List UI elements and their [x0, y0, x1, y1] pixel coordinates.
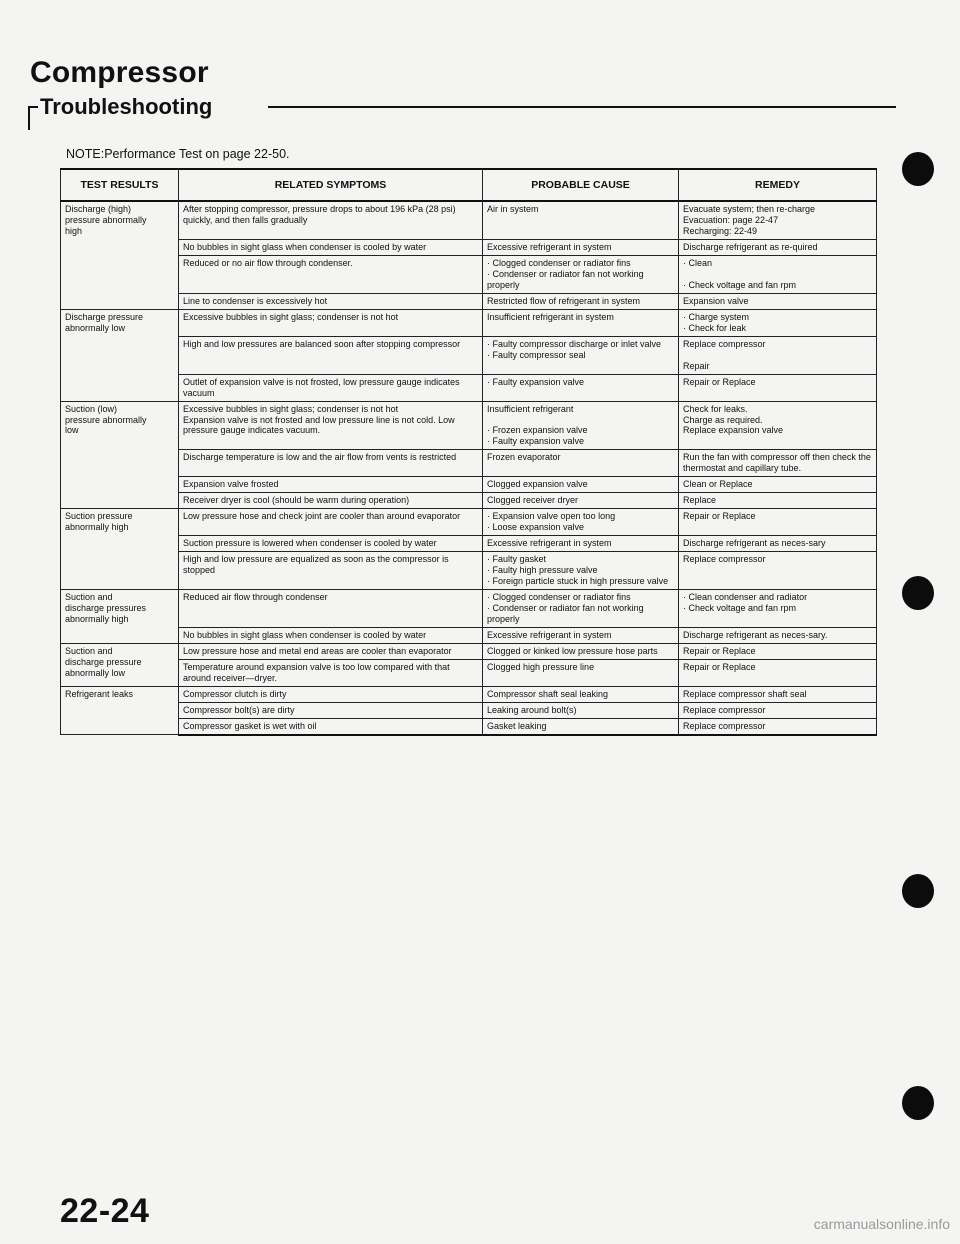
cause-cell: Frozen evaporator: [483, 450, 679, 477]
remedy-cell: Check for leaks. Charge as required. Replace expansion valve: [679, 401, 877, 450]
binding-hole-marker: [902, 1086, 934, 1120]
symptom-cell: Expansion valve frosted: [179, 477, 483, 493]
cause-cell: Air in system: [483, 201, 679, 239]
remedy-cell: Discharge refrigerant as neces-sary.: [679, 628, 877, 644]
cause-cell: Excessive refrigerant in system: [483, 628, 679, 644]
table-row: [61, 686, 877, 702]
binding-hole-marker: [902, 152, 934, 186]
remedy-cell: Repair or Replace: [679, 659, 877, 686]
cause-cell: · Clogged condenser or radiator fins · Condenser or radiator fan not working properly: [483, 590, 679, 628]
header-test-results: TEST RESULTS: [61, 169, 179, 201]
table-row: [61, 201, 877, 239]
cause-cell: Gasket leaking: [483, 718, 679, 734]
table-row: [61, 309, 877, 336]
cause-cell: · Faulty gasket · Faulty high pressure valve · Foreign particle stuck in high pressure valve: [483, 552, 679, 590]
header-remedy: REMEDY: [679, 169, 877, 201]
test-result-cell: Suction and discharge pressure abnormally low: [61, 643, 179, 686]
symptom-cell: Reduced air flow through condenser: [179, 590, 483, 628]
cause-cell: Clogged high pressure line: [483, 659, 679, 686]
symptom-cell: Temperature around expansion valve is too low compared with that around receiver—dryer.: [179, 659, 483, 686]
cause-cell: Insufficient refrigerant · Frozen expansion valve · Faulty expansion valve: [483, 401, 679, 450]
troubleshooting-table: [60, 168, 877, 736]
cause-cell: · Faulty expansion valve: [483, 374, 679, 401]
symptom-cell: Compressor clutch is dirty: [179, 686, 483, 702]
cause-cell: Clogged or kinked low pressure hose parts: [483, 643, 679, 659]
table-row: [61, 401, 877, 450]
symptom-cell: Discharge temperature is low and the air flow from vents is restricted: [179, 450, 483, 477]
section-title: Troubleshooting: [40, 94, 220, 120]
binding-hole-marker: [902, 576, 934, 610]
table-row: [61, 718, 877, 734]
test-result-cell: Discharge (high) pressure abnormally high: [61, 201, 179, 309]
remedy-cell: Repair or Replace: [679, 374, 877, 401]
remedy-cell: · Charge system · Check for leak: [679, 309, 877, 336]
cause-cell: Leaking around bolt(s): [483, 702, 679, 718]
remedy-cell: · Clean condenser and radiator · Check voltage and fan rpm: [679, 590, 877, 628]
table-row: [61, 659, 877, 686]
symptom-cell: Excessive bubbles in sight glass; condenser is not hot: [179, 309, 483, 336]
table-header-row: [61, 169, 877, 201]
cause-cell: Clogged receiver dryer: [483, 493, 679, 509]
symptom-cell: No bubbles in sight glass when condenser is cooled by water: [179, 628, 483, 644]
remedy-cell: Replace compressor: [679, 718, 877, 734]
symptom-cell: Excessive bubbles in sight glass; condenser is not hot Expansion valve is not frosted and low pressure line is not cold. Low pressure gauge indicates vacuum.: [179, 401, 483, 450]
table-row: [61, 552, 877, 590]
table-row: [61, 293, 877, 309]
cause-cell: Excessive refrigerant in system: [483, 239, 679, 255]
remedy-cell: Clean or Replace: [679, 477, 877, 493]
page-title: Compressor: [30, 56, 209, 89]
table-body: [61, 201, 877, 735]
table-row: [61, 450, 877, 477]
section-bracket: [28, 106, 38, 130]
remedy-cell: Repair or Replace: [679, 643, 877, 659]
remedy-cell: Replace compressor Repair: [679, 336, 877, 374]
symptom-cell: Line to condenser is excessively hot: [179, 293, 483, 309]
table-row: [61, 239, 877, 255]
test-result-cell: Suction pressure abnormally high: [61, 509, 179, 590]
section-rule: [268, 106, 896, 108]
cause-cell: · Expansion valve open too long · Loose expansion valve: [483, 509, 679, 536]
symptom-cell: After stopping compressor, pressure drops to about 196 kPa (28 psi) quickly, and then falls gradually: [179, 201, 483, 239]
symptom-cell: Low pressure hose and metal end areas are cooler than evaporator: [179, 643, 483, 659]
test-result-cell: Refrigerant leaks: [61, 686, 179, 734]
remedy-cell: Evacuate system; then re-charge Evacuation: page 22-47 Recharging: 22-49: [679, 201, 877, 239]
table-row: [61, 628, 877, 644]
remedy-cell: Repair or Replace: [679, 509, 877, 536]
cause-cell: · Clogged condenser or radiator fins · Condenser or radiator fan not working properly: [483, 255, 679, 293]
cause-cell: · Faulty compressor discharge or inlet valve · Faulty compressor seal: [483, 336, 679, 374]
symptom-cell: Low pressure hose and check joint are cooler than around evaporator: [179, 509, 483, 536]
symptom-cell: Compressor bolt(s) are dirty: [179, 702, 483, 718]
symptom-cell: Suction pressure is lowered when condenser is cooled by water: [179, 536, 483, 552]
table-row: [61, 643, 877, 659]
header-related-symptoms: RELATED SYMPTOMS: [179, 169, 483, 201]
watermark: carmanualsonline.info: [813, 1216, 950, 1232]
header-probable-cause: PROBABLE CAUSE: [483, 169, 679, 201]
symptom-cell: High and low pressure are equalized as soon as the compressor is stopped: [179, 552, 483, 590]
test-result-cell: Suction (low) pressure abnormally low: [61, 401, 179, 509]
table-row: [61, 702, 877, 718]
symptom-cell: No bubbles in sight glass when condenser is cooled by water: [179, 239, 483, 255]
table-row: [61, 477, 877, 493]
remedy-cell: Expansion valve: [679, 293, 877, 309]
page-number: 22-24: [60, 1192, 150, 1230]
test-result-cell: Suction and discharge pressures abnormally high: [61, 590, 179, 644]
table-row: [61, 255, 877, 293]
table-row: [61, 509, 877, 536]
cause-cell: Clogged expansion valve: [483, 477, 679, 493]
symptom-cell: Reduced or no air flow through condenser.: [179, 255, 483, 293]
remedy-cell: Replace compressor: [679, 702, 877, 718]
table-row: [61, 493, 877, 509]
cause-cell: Restricted flow of refrigerant in system: [483, 293, 679, 309]
test-result-cell: Discharge pressure abnormally low: [61, 309, 179, 401]
remedy-cell: · Clean · Check voltage and fan rpm: [679, 255, 877, 293]
symptom-cell: Compressor gasket is wet with oil: [179, 718, 483, 734]
cause-cell: Compressor shaft seal leaking: [483, 686, 679, 702]
remedy-cell: Discharge refrigerant as re-quired: [679, 239, 877, 255]
remedy-cell: Run the fan with compressor off then check the thermostat and capillary tube.: [679, 450, 877, 477]
remedy-cell: Replace compressor shaft seal: [679, 686, 877, 702]
remedy-cell: Replace: [679, 493, 877, 509]
binding-hole-marker: [902, 874, 934, 908]
performance-test-note: NOTE:Performance Test on page 22-50.: [66, 147, 290, 161]
cause-cell: Insufficient refrigerant in system: [483, 309, 679, 336]
table-row: [61, 374, 877, 401]
table-row: [61, 590, 877, 628]
section-header: [28, 96, 896, 126]
remedy-cell: Discharge refrigerant as neces-sary: [679, 536, 877, 552]
symptom-cell: High and low pressures are balanced soon after stopping compressor: [179, 336, 483, 374]
symptom-cell: Receiver dryer is cool (should be warm during operation): [179, 493, 483, 509]
cause-cell: Excessive refrigerant in system: [483, 536, 679, 552]
symptom-cell: Outlet of expansion valve is not frosted, low pressure gauge indicates vacuum: [179, 374, 483, 401]
table-row: [61, 336, 877, 374]
table-row: [61, 536, 877, 552]
remedy-cell: Replace compressor: [679, 552, 877, 590]
